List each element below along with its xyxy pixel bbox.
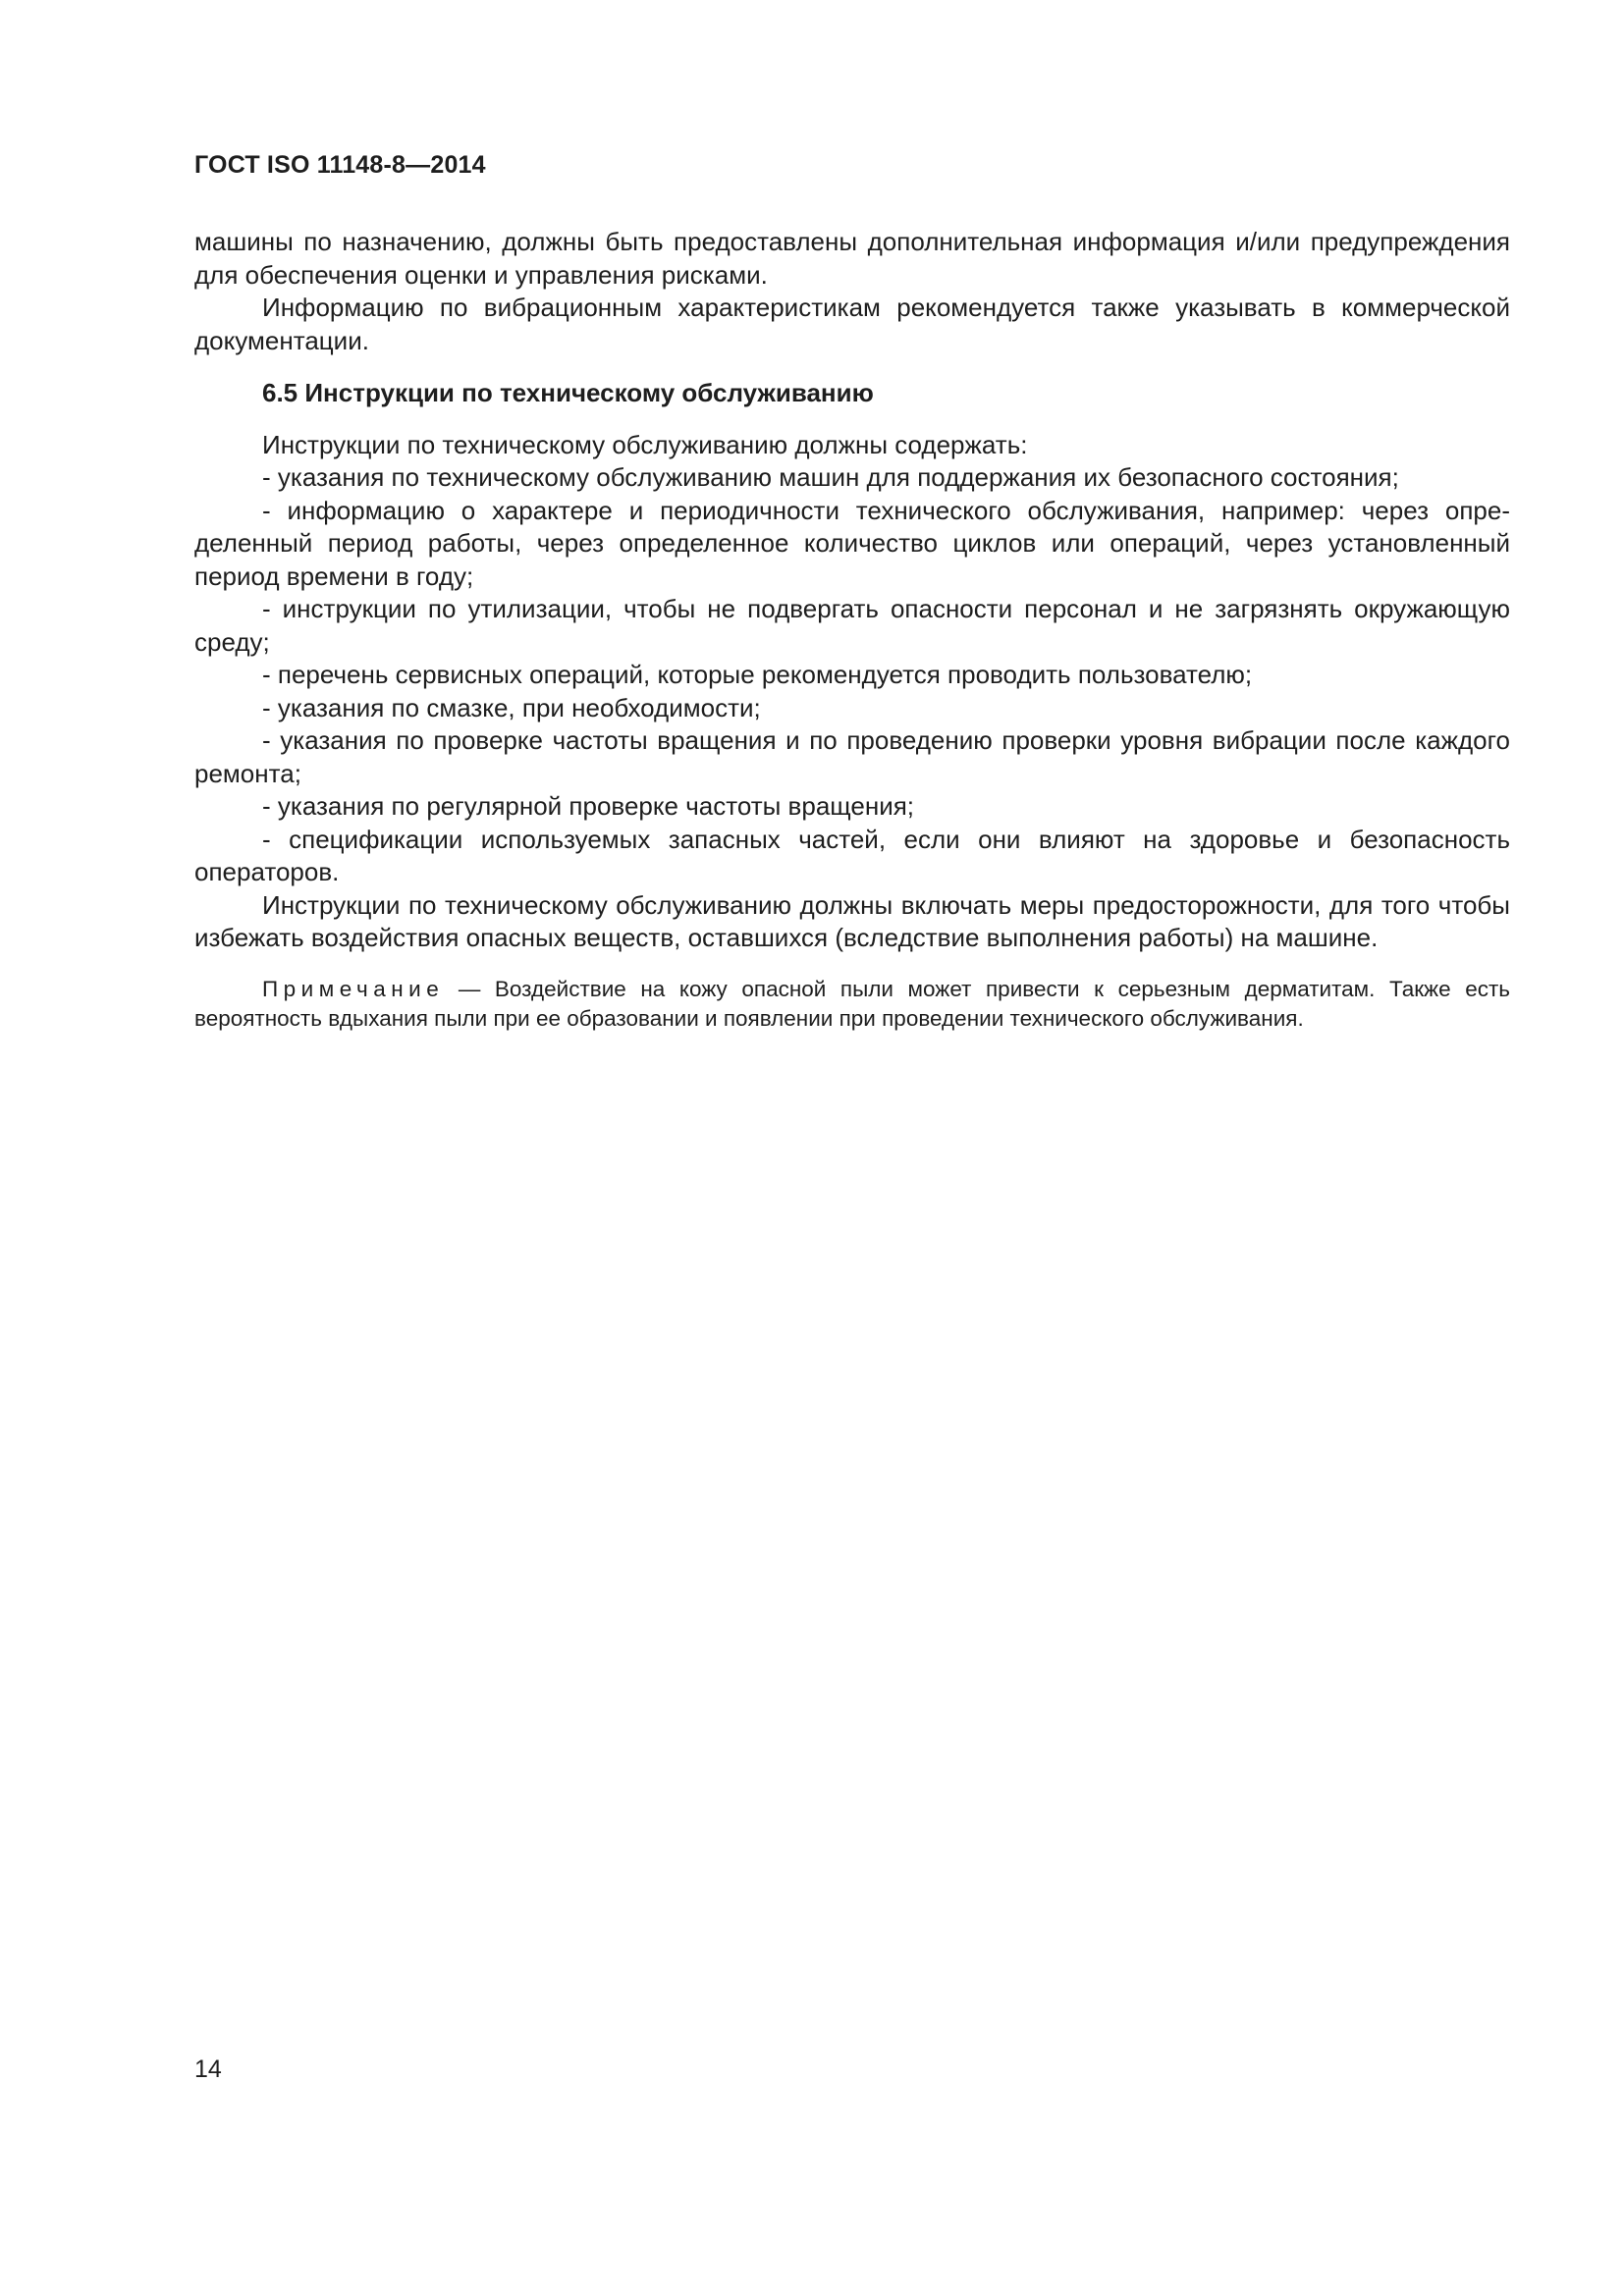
document-header: ГОСТ ISO 11148-8—2014 bbox=[194, 151, 486, 179]
paragraph-continuation: машины по назначению, должны быть предоставлены дополнительная информация и/или предупреждения для обеспечения оценки и управления рисками. bbox=[194, 227, 1510, 290]
list-item: - перечень сервисных операций, которые рекомендуется проводить пользователю; bbox=[262, 660, 1253, 689]
paragraph-intro: Инструкции по техническому обслуживанию должны содержать: bbox=[262, 429, 1028, 459]
list-item: - спецификации используемых запасных частей, если они влияют на здоровье и безопасность операторов. bbox=[194, 824, 1510, 886]
paragraph-vibration-info: Информацию по вибрационным характеристикам рекомендуется также указывать в коммерческой документации. bbox=[194, 293, 1510, 355]
document-body bbox=[194, 226, 1510, 1034]
note-label: Примечание bbox=[262, 976, 445, 1001]
list-item: - инструкции по утилизации, чтобы не подвергать опасности персонал и не загрязнять окружающую среду; bbox=[194, 594, 1510, 657]
list-item: - информацию о характере и периодичности технического обслуживания, например: через определенный период работы, через определенное количество циклов или операций, через установленный период времени в году; bbox=[194, 495, 1510, 591]
note-text: — Воздействие на кожу опасной пыли может привести к серьезным дерматитам. Также есть вероятность вдыхания пыли при ее образовании и появлении при проведении технического обслуживания. bbox=[194, 976, 1510, 1031]
list-item: - указания по смазке, при необходимости; bbox=[262, 692, 761, 722]
note bbox=[194, 975, 1510, 1034]
list-item: - указания по регулярной проверке частоты вращения; bbox=[262, 791, 915, 821]
list-item: - указания по проверке частоты вращения и по проведению проверки уровня вибрации после каждого ремонта; bbox=[194, 725, 1510, 788]
paragraph-precautions: Инструкции по техническому обслуживанию должны включать меры предосторожности, для того чтобы избежать воздействия опасных веществ, оставшихся (вследствие выполнения работы) на машине. bbox=[194, 889, 1510, 952]
page-number: 14 bbox=[194, 2056, 222, 2083]
list-item: - указания по техническому обслуживанию машин для поддержания их безопасного состояния; bbox=[262, 462, 1399, 492]
section-title: 6.5 Инструкции по техническому обслуживанию bbox=[262, 378, 874, 407]
